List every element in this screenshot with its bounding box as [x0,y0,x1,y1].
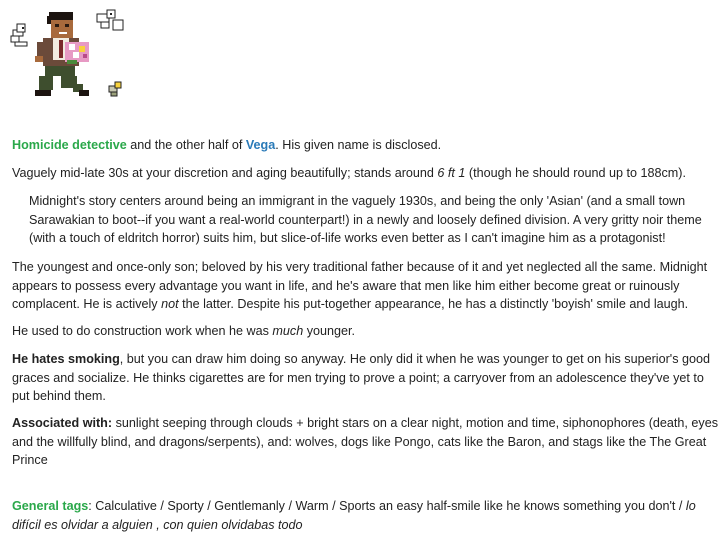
intro-text-1: and the other half of [126,138,246,152]
construction-text-1: He used to do construction work when he was [12,324,273,338]
general-tags-paragraph [12,497,718,534]
background-text-2: the latter. Despite his put-together appearance, he has a distinctly 'boyish' smile and laugh. [178,297,689,312]
story-blockquote: Midnight's story centers around being an immigrant in the vaguely 1930s, and being the only 'Asian' (and a small town Sarawakian to boot--if you want a real-world counterpart!) in a newly and loosely defined division. A very gritty noir theme (with a touch of eldritch horror) suits him, but slice-of-life works even better as I can't imagine him as a protagonist! [29,194,702,246]
not-emphasis: not [161,297,179,312]
white-bird-right-icon [97,10,123,30]
age-text-1: Vaguely mid-late 30s at your discretion and aging beautifully; stands around [12,166,438,180]
general-tags-link[interactable]: General tags [12,499,89,513]
intro-text-2: . His given name is disclosed. [275,138,442,152]
hates-smoking-bold: He hates smoking [12,352,120,366]
age-text-2: (though he should round up to 188cm). [465,166,686,180]
much-emphasis: much [272,324,304,338]
associations-paragraph [12,414,718,470]
background-paragraph [12,258,718,314]
construction-paragraph [12,322,718,341]
vega-link[interactable]: Vega [245,138,276,152]
height-emphasis: 6 ft 1 [437,166,466,180]
smoking-text: , but you can draw him doing so anyway. He only did it when he was younger to get on his superior's good graces and socialize. He thinks cigarettes are for men trying to prove a point; a carryover from an adolescence they've yet to put behind them. [12,352,711,404]
general-tags-text: : Calculative / Sporty / Gentlemanly / Warm / Sports an easy half-smile like he knows something you don't / [88,499,686,513]
homicide-detective-link[interactable]: Homicide detective [12,138,127,152]
white-bird-left-icon [11,24,27,46]
construction-text-2: younger. [303,324,356,338]
detective-figure-icon [35,12,89,96]
small-bird-bottom-icon [109,82,121,96]
age-height-paragraph [12,164,718,183]
intro-paragraph [12,136,718,155]
background-text-1: The youngest and once-only son; beloved by his very traditional father because of it and yet neglected all the same. Midnight appears to possess every advantage you want in life, and he's aware that men like him either become great or ruinously complacent. He is actively [12,260,708,312]
associations-text: sunlight seeping through clouds + bright stars on a clear night, motion and time, siphonophores (death, eyes and the willfully blind, and dragons/serpents), and: wolves, dogs like Pongo, cats like the Baron, and stags like the The Great Prince [12,416,718,468]
spanish-quote-emphasis: lo difícil es olvidar a alguien , con quien olvidabas todo [12,499,696,532]
character-sprite [9,6,129,106]
associated-with-label: Associated with: [12,416,113,430]
smoking-paragraph [12,350,718,406]
